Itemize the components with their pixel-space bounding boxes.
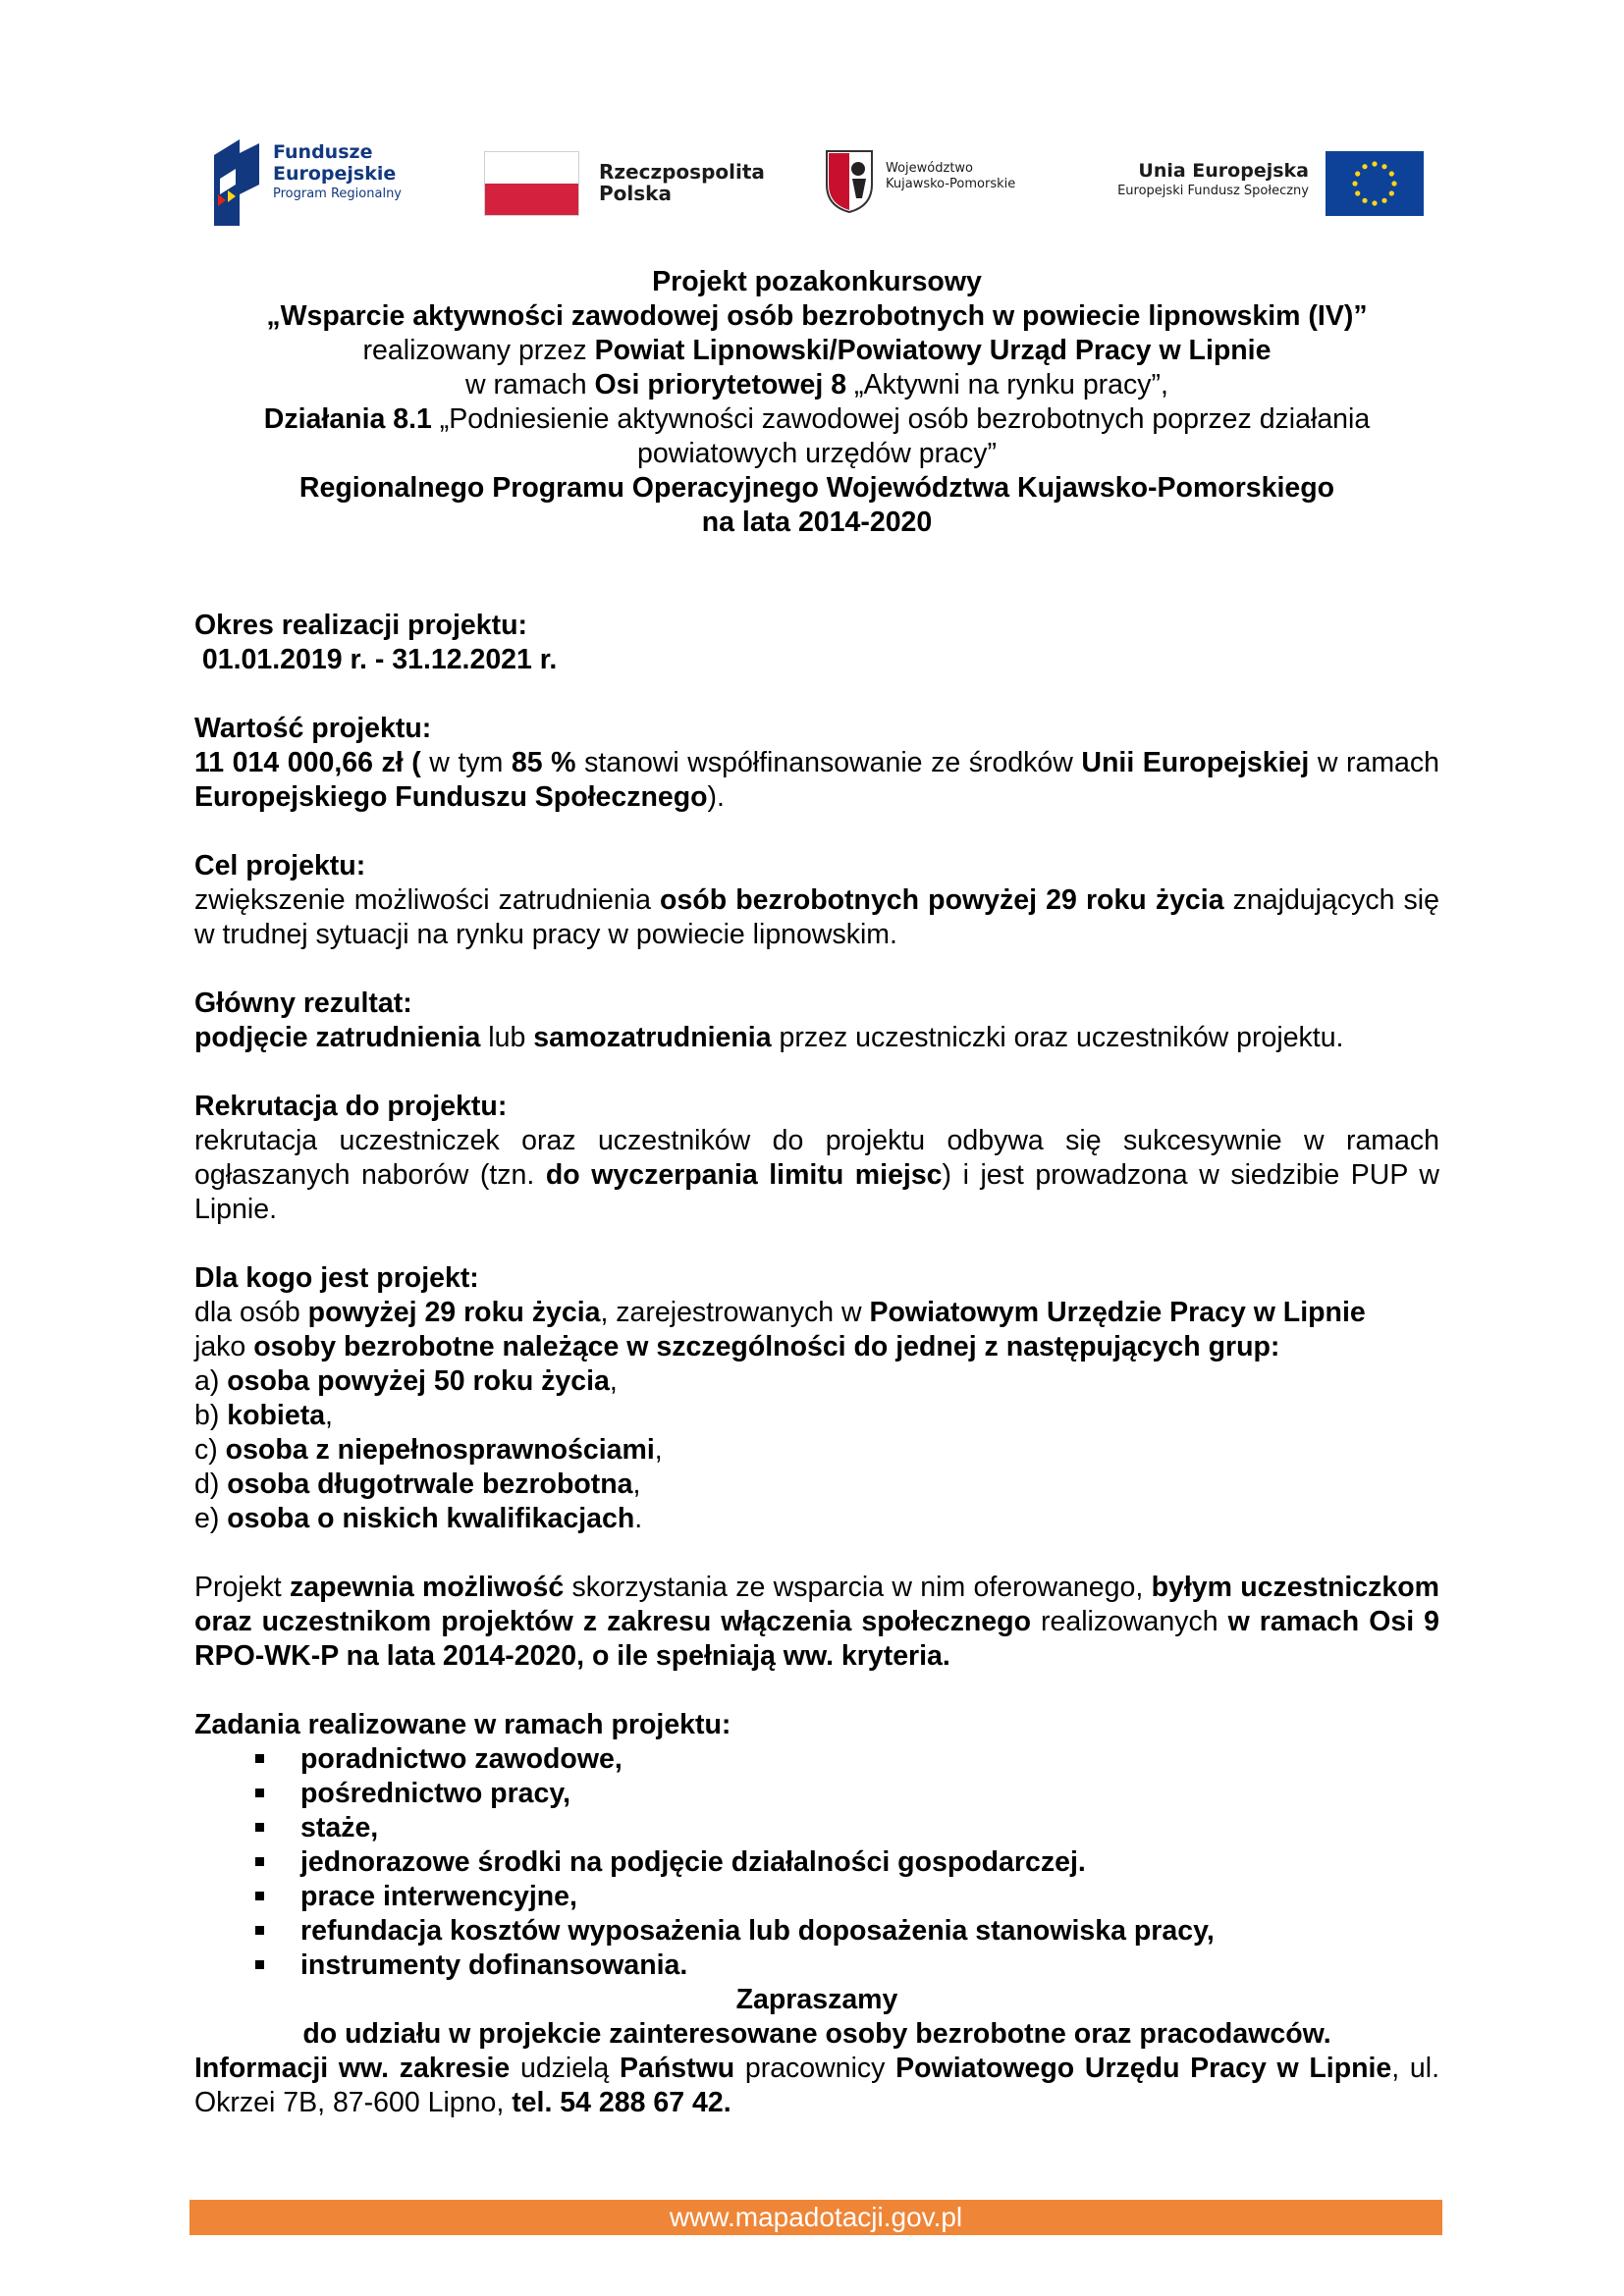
task-item: jednorazowe środki na podjęcie działalności gospodarczej. [253, 1845, 1439, 1880]
unia-europejska-label: Unia Europejska [1138, 160, 1309, 182]
task-item: pośrednictwo pracy, [253, 1777, 1439, 1811]
value-text: 11 014 000,66 zł ( w tym 85 % stanowi współfinansowanie ze środków Unii Europejskiej w ramach Europejskiego Funduszu Społecznego). [194, 747, 1440, 813]
logo-wojewodztwo [825, 147, 1051, 226]
wojewodztwo-label: Województwo [886, 161, 974, 176]
value-label: Wartość projektu: [194, 713, 432, 744]
target-line1: dla osób powyżej 29 roku życia, zarejestrowanych w Powiatowym Urzędzie Pracy w Lipnie [194, 1297, 1366, 1328]
provides-text: Projekt zapewnia możliwość skorzystania ze wsparcia w nim oferowanego, byłym uczestniczkom oraz uczestnikom projektów z zakresu włączenia społecznego realizowanych w ramach Osi 9 RPO-WK-P na lata 2014-2020, o ile spełniają ww. kryteria. [194, 1572, 1439, 1672]
tasks-section [194, 1708, 1439, 2120]
provides-section [194, 1571, 1439, 1674]
efs-label: Europejski Fundusz Społeczny [1117, 184, 1309, 198]
task-item: poradnictwo zawodowe, [253, 1742, 1439, 1777]
header-title: Projekt pozakonkursowy [652, 266, 982, 297]
footer-url[interactable]: www.mapadotacji.gov.pl [669, 2202, 963, 2232]
recruitment-text: rekrutacja uczestniczek oraz uczestników do projektu odbywa się sukcesywnie w ramach ogłaszanych naborów (tzn. do wyczerpania limitu miejsc) i jest prowadzona w siedzibie PUP w Lipnie. [194, 1125, 1439, 1225]
tasks-list [194, 1742, 1439, 1983]
target-group-item: c) osoba z niepełnosprawnościami, [194, 1434, 663, 1466]
logo-fundusze-europejskie [214, 137, 425, 228]
logo-rzeczpospolita-polska [484, 151, 769, 220]
target-group-item: e) osoba o niskich kwalifikacjach. [194, 1503, 643, 1534]
target-groups [194, 1364, 1439, 1536]
target-label: Dla kogo jest projekt: [194, 1262, 479, 1294]
task-item: instrumenty dofinansowania. [253, 1949, 1439, 1983]
period-label: Okres realizacji projektu: [194, 610, 527, 641]
period-value: 01.01.2019 r. - 31.12.2021 r. [194, 644, 558, 675]
coat-of-arms-icon [825, 149, 874, 214]
logo-unia-europejska [1100, 151, 1424, 220]
contact-text: Informacji ww. zakresie udzielą Państwu pracownicy Powiatowego Urzędu Pracy w Lipnie, ul. Okrzei 7B, 87-600 Lipno, tel. 54 288 67 42. [194, 2053, 1439, 2118]
target-section [194, 1261, 1439, 1536]
project-header [194, 265, 1439, 540]
target-line2: jako osoby bezrobotne należące w szczególności do jednej z następujących grup: [194, 1331, 1280, 1362]
result-section [194, 987, 1439, 1055]
program-years: na lata 2014-2020 [701, 507, 933, 538]
eu-flag-icon [1326, 151, 1424, 216]
goal-label: Cel projektu: [194, 850, 366, 881]
target-group-item: d) osoba długotrwale bezrobotna, [194, 1468, 641, 1500]
fundusze-label: Fundusze [273, 141, 373, 163]
measure-cont: powiatowych urzędów pracy” [637, 438, 997, 469]
measure: Działania 8.1 „Podniesienie aktywności zawodowej osób bezrobotnych poprzez działania [263, 403, 1371, 435]
document-body [194, 265, 1439, 2120]
program-name: Regionalnego Programu Operacyjnego Województwa Kujawsko-Pomorskiego [298, 472, 1335, 504]
tasks-label: Zadania realizowane w ramach projektu: [194, 1709, 731, 1740]
polska-label: Polska [599, 182, 672, 205]
kujawsko-pomorskie-label: Kujawsko-Pomorskie [886, 177, 1016, 191]
europejskie-label: Europejskie [273, 163, 397, 185]
value-section [194, 712, 1439, 815]
task-item: staże, [253, 1811, 1439, 1845]
target-group-item: a) osoba powyżej 50 roku życia, [194, 1365, 618, 1397]
recruitment-section [194, 1090, 1439, 1227]
goal-text: zwiększenie możliwości zatrudnienia osób bezrobotnych powyżej 29 roku życia znajdujących się w trudnej sytuacji na rynku pracy w powiecie lipnowskim. [194, 884, 1439, 950]
program-regionalny-label: Program Regionalny [273, 187, 402, 201]
invite-title: Zapraszamy [735, 1984, 898, 2015]
result-label: Główny rezultat: [194, 988, 412, 1019]
logo-bar [0, 137, 1624, 236]
polish-flag-icon [484, 151, 579, 216]
task-item: prace interwencyjne, [253, 1880, 1439, 1914]
result-text: podjęcie zatrudnienia lub samozatrudnienia przez uczestniczki oraz uczestników projektu. [194, 1022, 1344, 1053]
fundusze-europejskie-emblem-icon [214, 139, 259, 226]
recruitment-label: Rekrutacja do projektu: [194, 1091, 508, 1122]
invite-line: do udziału w projekcie zainteresowane osoby bezrobotne oraz pracodawców. [302, 2018, 1331, 2050]
project-name: „Wsparcie aktywności zawodowej osób bezrobotnych w powiecie lipnowskim (IV)” [266, 300, 1368, 332]
rzeczpospolita-label: Rzeczpospolita [599, 160, 765, 184]
priority-axis: w ramach Osi priorytetowej 8 „Aktywni na rynku pracy”, [465, 369, 1168, 400]
footer-bar [189, 2200, 1442, 2235]
goal-section [194, 849, 1439, 952]
period-section [194, 609, 1439, 677]
realized-by: realizowany przez Powiat Lipnowski/Powiatowy Urząd Pracy w Lipnie [362, 335, 1272, 366]
target-group-item: b) kobieta, [194, 1400, 333, 1431]
task-item: refundacja kosztów wyposażenia lub doposażenia stanowiska pracy, [253, 1914, 1439, 1949]
